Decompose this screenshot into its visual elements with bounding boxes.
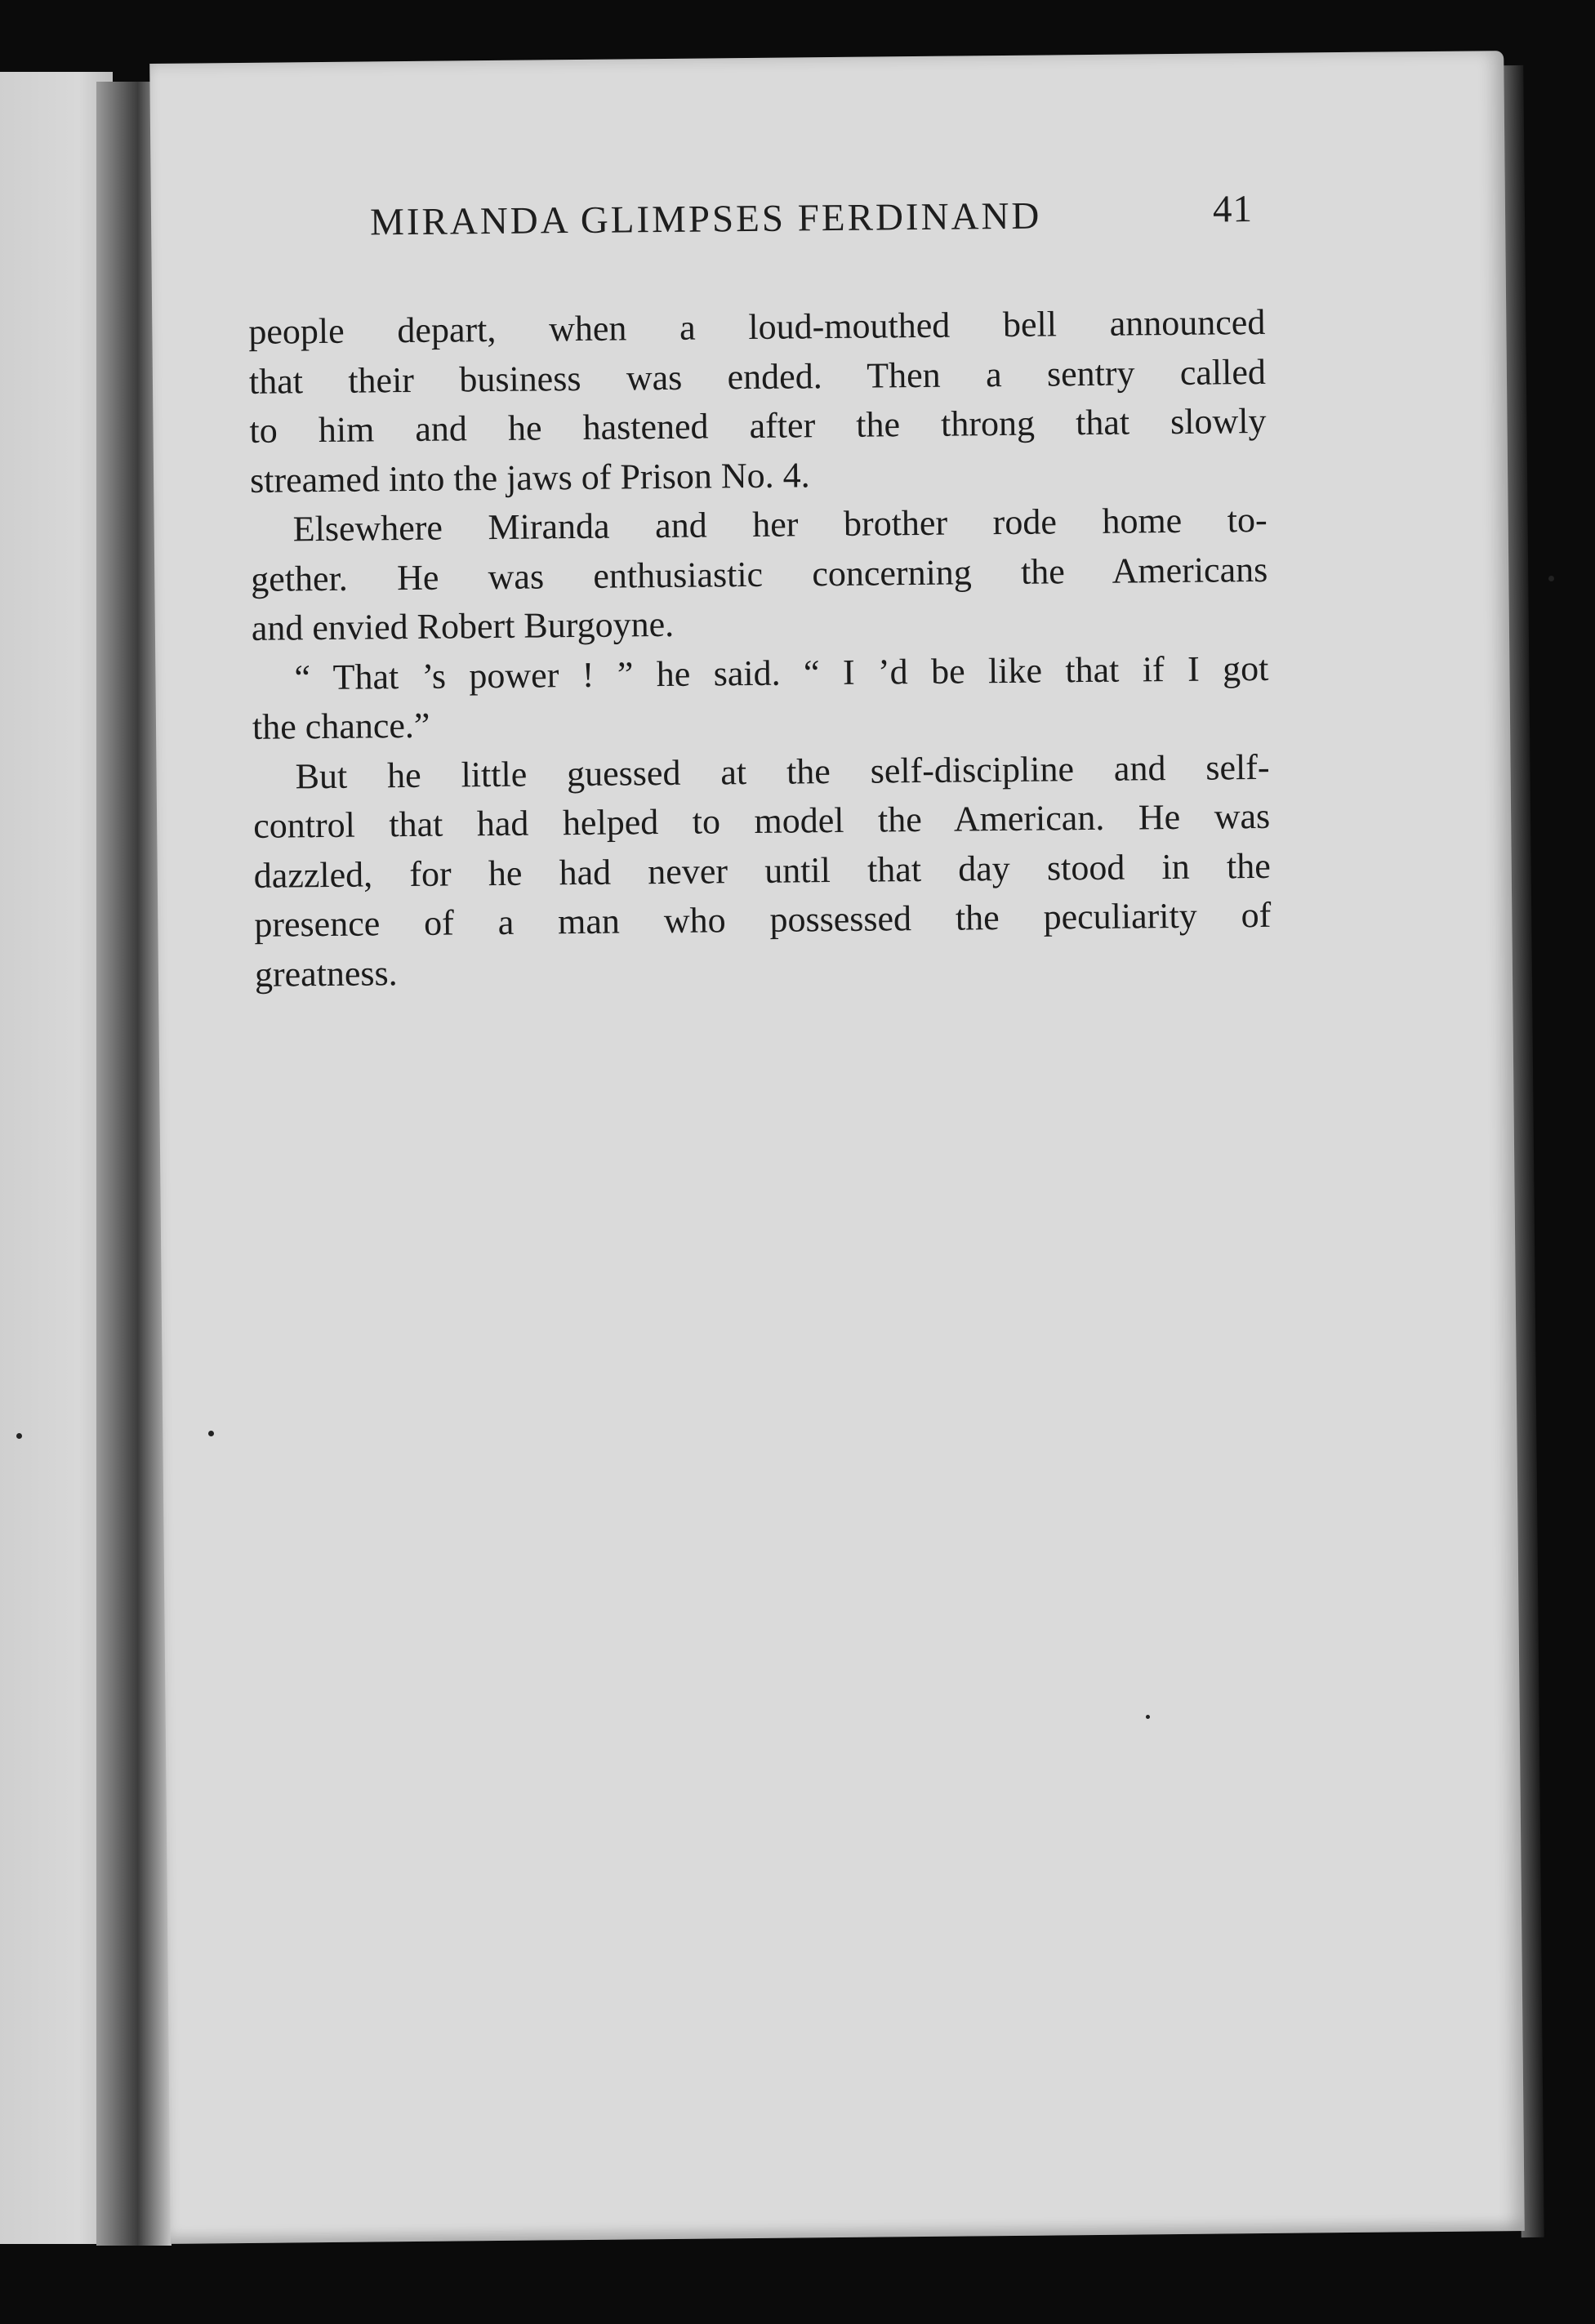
text-line: control that had helped to model the American. He was	[252, 795, 1271, 846]
running-head	[151, 188, 1505, 244]
paragraph	[250, 496, 1268, 653]
text-line: gether. He was enthusiastic concerning the Americans	[251, 549, 1268, 599]
text-line: to him and he hastened after the throng that slowly	[249, 400, 1267, 451]
body-text	[248, 298, 1272, 999]
text-line: dazzled, for he had never until that day stood in the	[253, 845, 1271, 896]
dust-speck	[1548, 576, 1554, 581]
text-line: “ That ’s power ! ” he said. “ I ’d be like that if I got	[294, 648, 1269, 697]
book-page	[149, 51, 1525, 2244]
text-line: the chance.”	[252, 705, 430, 747]
paragraph	[252, 742, 1272, 999]
paragraph	[252, 643, 1269, 752]
text-line: But he little guessed at the self-discipline and self-	[295, 746, 1270, 796]
dust-speck	[208, 1431, 214, 1436]
text-line: people depart, when a loud-mouthed bell announced	[248, 301, 1266, 352]
dust-speck	[16, 1433, 22, 1439]
text-line: that their business was ended. Then a sentry called	[248, 351, 1267, 402]
text-line: presence of a man who possessed the peculiarity of	[254, 894, 1272, 945]
text-line: and envied Robert Burgoyne.	[251, 603, 675, 648]
text-line: greatness.	[254, 952, 398, 995]
page-number: 41	[1212, 188, 1254, 231]
text-line: streamed into the jaws of Prison No. 4.	[249, 454, 810, 501]
paragraph	[248, 298, 1267, 505]
dust-speck	[1146, 1715, 1150, 1719]
running-head-title: MIRANDA GLIMPSES FERDINAND	[369, 194, 1042, 244]
text-line: Elsewhere Miranda and her brother rode home to-	[292, 499, 1268, 550]
